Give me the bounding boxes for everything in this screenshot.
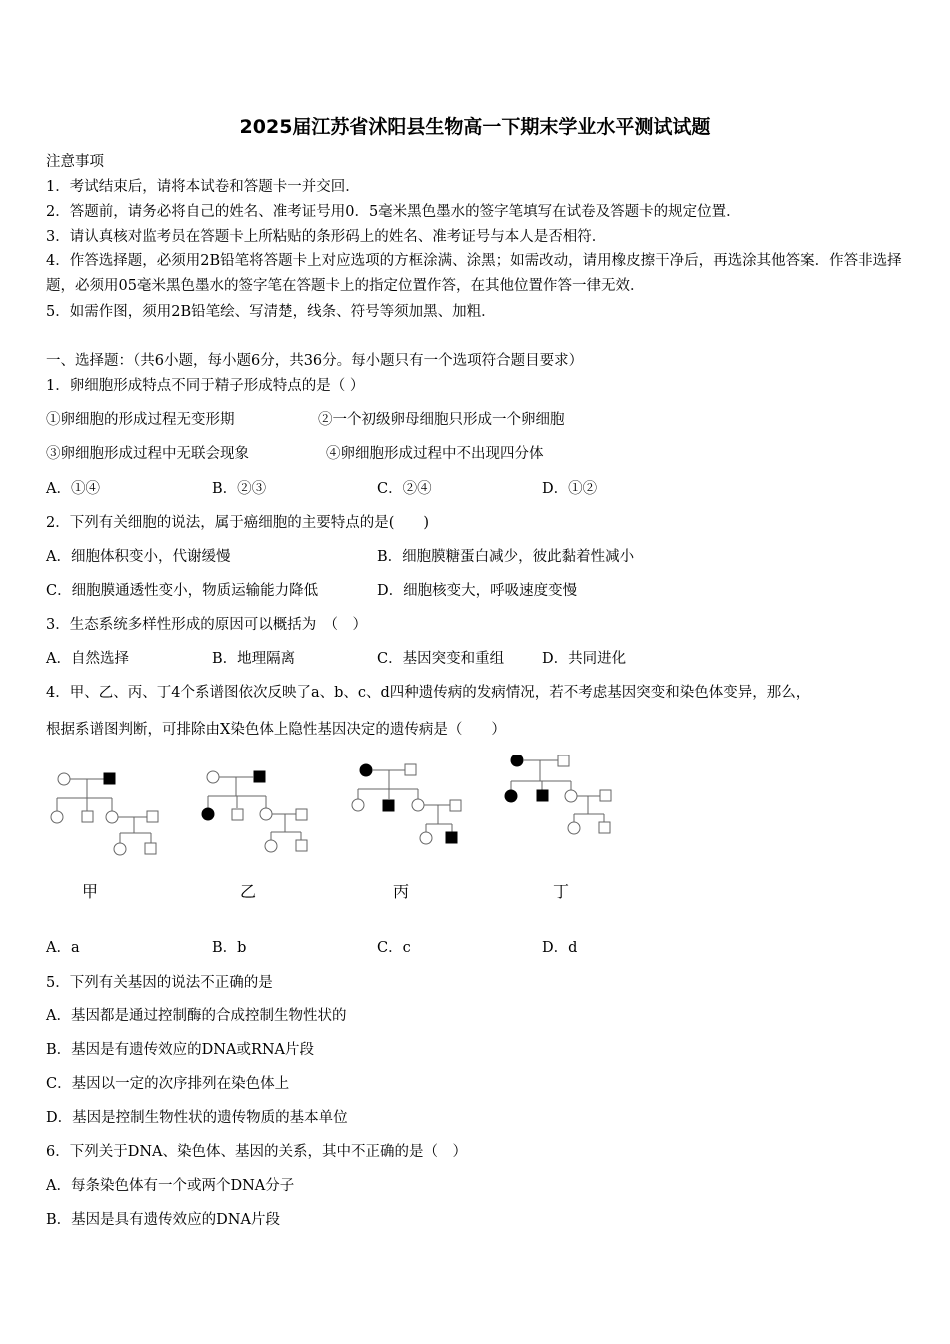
q6-option-b: B．基因是具有遗传效应的DNA片段 — [46, 1212, 280, 1228]
q3-option-d: D．共同进化 — [542, 651, 627, 667]
q2-option-b: B．细胞膜糖蛋白减少，彼此黏着性减小 — [377, 549, 635, 565]
q1-statement-1: ①卵细胞的形成过程无变形期 — [46, 412, 235, 428]
question-2-stem: 2．下列有关细胞的说法，属于癌细胞的主要特点的是( ) — [46, 515, 430, 531]
page-title: 2025届江苏省沭阳县生物高一下期末学业水平测试试题 — [239, 116, 711, 138]
pedigree-figure — [40, 755, 640, 905]
pedigree-label-bing: 丙 — [393, 882, 410, 901]
notice-item: 5．如需作图，须用2B铅笔绘、写清楚，线条、符号等须加黑、加粗． — [46, 304, 496, 320]
q3-option-c: C．基因突变和重组 — [377, 651, 505, 667]
q3-option-a: A．自然选择 — [46, 651, 129, 667]
pedigree-label-yi: 乙 — [240, 882, 257, 901]
pedigree-bing — [352, 764, 461, 844]
q6-option-a: A．每条染色体有一个或两个DNA分子 — [46, 1178, 295, 1194]
q2-option-a: A．细胞体积变小，代谢缓慢 — [46, 549, 231, 565]
q1-statement-4: ④卵细胞形成过程中不出现四分体 — [326, 446, 544, 462]
q3-option-b: B．地理隔离 — [212, 651, 296, 667]
q4-option-d: D．d — [542, 940, 578, 956]
q1-option-d: D．①② — [542, 481, 598, 497]
section-heading: 一、选择题：（共6小题，每小题6分，共36分。每小题只有一个选项符合题目要求） — [46, 353, 584, 369]
q5-option-b: B．基因是有遗传效应的DNA或RNA片段 — [46, 1042, 315, 1058]
q1-option-b: B．②③ — [212, 481, 267, 497]
q2-option-c: C．细胞膜通透性变小，物质运输能力降低 — [46, 583, 319, 599]
question-4-stem-line1: 4．甲、乙、丙、丁4个系谱图依次反映了a、b、c、d四种遗传病的发病情况，若不考虑基因突变和染色体变异，那么， — [46, 685, 811, 701]
q4-option-b: B．b — [212, 940, 247, 956]
notice-item: 3．请认真核对监考员在答题卡上所粘贴的条形码上的姓名、准考证号与本人是否相符． — [46, 229, 607, 245]
q1-statement-2: ②一个初级卵母细胞只形成一个卵细胞 — [318, 412, 565, 428]
q4-option-c: C．c — [377, 940, 411, 956]
q5-option-c: C．基因以一定的次序排列在染色体上 — [46, 1076, 290, 1092]
pedigree-jia — [51, 773, 158, 855]
q1-option-c: C．②④ — [377, 481, 432, 497]
pedigree-label-ding: 丁 — [553, 882, 570, 901]
question-5-stem: 5．下列有关基因的说法不正确的是 — [46, 975, 273, 991]
q4-option-a: A．a — [46, 940, 80, 956]
pedigree-ding — [505, 755, 611, 834]
question-4-stem-line2: 根据系谱图判断，可排除由X染色体上隐性基因决定的遗传病是（ ） — [46, 722, 506, 738]
question-6-stem: 6．下列关于DNA、染色体、基因的关系，其中不正确的是（ ） — [46, 1144, 468, 1160]
notice-item: 4．作答选择题，必须用2B铅笔将答题卡上对应选项的方框涂满、涂黑；如需改动，请用橡皮擦干净后，再选涂其他答案．作答非选择题，必须用05毫米黑色墨水的签字笔在答题卡上的指定位置作答，在其他位置作答一律无效． — [46, 253, 902, 294]
notice-item: 2．答题前，请务必将自己的姓名、准考证号用0．5毫米黑色墨水的签字笔填写在试卷及答题卡的规定位置． — [46, 204, 741, 220]
q5-option-a: A．基因都是通过控制酶的合成控制生物性状的 — [46, 1008, 347, 1024]
question-1-stem: 1．卵细胞形成特点不同于精子形成特点的是（ ） — [46, 378, 365, 394]
q1-statement-3: ③卵细胞形成过程中无联会现象 — [46, 446, 249, 462]
q5-option-d: D．基因是控制生物性状的遗传物质的基本单位 — [46, 1110, 348, 1126]
notice-item: 1．考试结束后，请将本试卷和答题卡一并交回． — [46, 179, 360, 195]
q1-option-a: A．①④ — [46, 481, 100, 497]
notice-heading: 注意事项 — [46, 154, 104, 170]
pedigree-yi — [202, 771, 307, 852]
q2-option-d: D．细胞核变大，呼吸速度变慢 — [377, 583, 578, 599]
pedigree-label-jia: 甲 — [82, 882, 99, 901]
question-3-stem: 3．生态系统多样性形成的原因可以概括为 （ ） — [46, 617, 367, 633]
